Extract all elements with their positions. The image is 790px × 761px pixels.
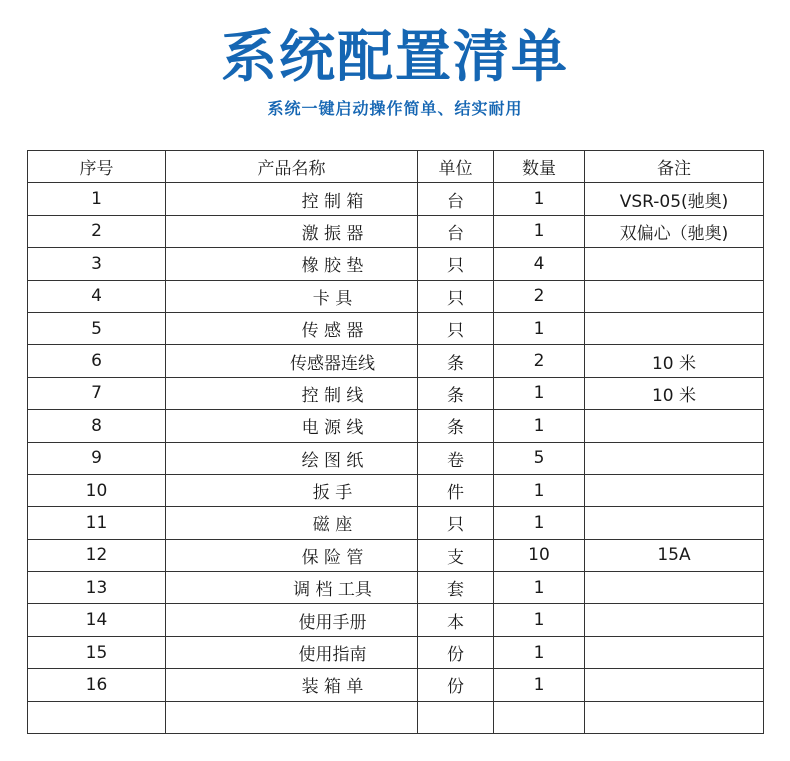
cell-product-name: 使用手册: [166, 604, 418, 636]
header-note: 备注: [585, 151, 764, 183]
table-header-row: [28, 151, 764, 183]
cell-no: 6: [28, 345, 166, 377]
header-no: 序号: [28, 151, 166, 183]
cell-no: 12: [28, 539, 166, 571]
table-row: [28, 377, 764, 409]
cell-unit: 只: [418, 312, 494, 344]
cell-quantity: 2: [494, 280, 585, 312]
table-row: [28, 442, 764, 474]
cell-product-name: 控 制 线: [166, 377, 418, 409]
table-row: [28, 474, 764, 506]
cell-unit: 套: [418, 572, 494, 604]
cell-no: 10: [28, 474, 166, 506]
cell-no: 2: [28, 215, 166, 247]
table-body: [28, 183, 764, 734]
cell-quantity: 1: [494, 572, 585, 604]
cell-unit: 份: [418, 636, 494, 668]
cell-note: [585, 572, 764, 604]
cell-note: [585, 604, 764, 636]
cell-note: [585, 507, 764, 539]
cell-no: 5: [28, 312, 166, 344]
table-row: [28, 280, 764, 312]
cell-product-name: 装 箱 单: [166, 669, 418, 701]
cell-note: [585, 442, 764, 474]
cell-note: 15A: [585, 539, 764, 571]
cell-no: 13: [28, 572, 166, 604]
cell-quantity: 1: [494, 669, 585, 701]
header-quantity: 数量: [494, 151, 585, 183]
cell-unit: 条: [418, 377, 494, 409]
cell-product-name: 使用指南: [166, 636, 418, 668]
cell-product-name: 橡 胶 垫: [166, 248, 418, 280]
cell-no: 9: [28, 442, 166, 474]
cell-no: 4: [28, 280, 166, 312]
table-row: [28, 572, 764, 604]
cell-unit: 卷: [418, 442, 494, 474]
cell-product-name: [166, 701, 418, 733]
cell-no: 11: [28, 507, 166, 539]
cell-unit: 台: [418, 183, 494, 215]
cell-product-name: 扳 手: [166, 474, 418, 506]
table-row: [28, 539, 764, 571]
table-row: [28, 312, 764, 344]
cell-no: 14: [28, 604, 166, 636]
cell-quantity: 2: [494, 345, 585, 377]
cell-quantity: 1: [494, 312, 585, 344]
table-row: [28, 636, 764, 668]
table-row: [28, 507, 764, 539]
cell-note: [585, 410, 764, 442]
cell-unit: 件: [418, 474, 494, 506]
cell-unit: 条: [418, 345, 494, 377]
cell-quantity: 1: [494, 474, 585, 506]
cell-unit: 支: [418, 539, 494, 571]
cell-no: 7: [28, 377, 166, 409]
cell-note: [585, 312, 764, 344]
cell-product-name: 传感器连线: [166, 345, 418, 377]
cell-unit: 只: [418, 507, 494, 539]
cell-quantity: 1: [494, 183, 585, 215]
cell-note: [585, 636, 764, 668]
cell-product-name: 卡 具: [166, 280, 418, 312]
cell-product-name: 激 振 器: [166, 215, 418, 247]
cell-unit: 本: [418, 604, 494, 636]
cell-no: 16: [28, 669, 166, 701]
page-title: 系统配置清单: [221, 25, 569, 90]
cell-quantity: 5: [494, 442, 585, 474]
cell-product-name: 控 制 箱: [166, 183, 418, 215]
header-unit: 单位: [418, 151, 494, 183]
cell-product-name: 保 险 管: [166, 539, 418, 571]
table-row: [28, 604, 764, 636]
cell-quantity: 1: [494, 636, 585, 668]
cell-note: [585, 280, 764, 312]
cell-unit: 份: [418, 669, 494, 701]
cell-quantity: 1: [494, 377, 585, 409]
table-row: [28, 215, 764, 247]
cell-note: [585, 669, 764, 701]
cell-quantity: 1: [494, 507, 585, 539]
cell-unit: 条: [418, 410, 494, 442]
cell-quantity: 1: [494, 604, 585, 636]
config-table: [27, 150, 764, 734]
cell-note: [585, 474, 764, 506]
cell-note: [585, 248, 764, 280]
cell-product-name: 磁 座: [166, 507, 418, 539]
cell-note: [585, 701, 764, 733]
table-row: [28, 701, 764, 733]
cell-note: 10 米: [585, 377, 764, 409]
cell-quantity: 1: [494, 410, 585, 442]
cell-note: 10 米: [585, 345, 764, 377]
page-subtitle: 系统一键启动操作简单、结实耐用: [267, 99, 523, 118]
header-product-name: 产品名称: [166, 151, 418, 183]
cell-unit: 只: [418, 280, 494, 312]
cell-note: 双偏心（驰奥): [585, 215, 764, 247]
cell-no: 3: [28, 248, 166, 280]
cell-note: VSR-05(驰奥): [585, 183, 764, 215]
cell-unit: [418, 701, 494, 733]
cell-unit: 只: [418, 248, 494, 280]
cell-product-name: 调 档 工具: [166, 572, 418, 604]
cell-no: 15: [28, 636, 166, 668]
table-row: [28, 248, 764, 280]
cell-no: [28, 701, 166, 733]
cell-unit: 台: [418, 215, 494, 247]
table-row: [28, 183, 764, 215]
table-row: [28, 669, 764, 701]
cell-quantity: [494, 701, 585, 733]
cell-quantity: 1: [494, 215, 585, 247]
cell-product-name: 传 感 器: [166, 312, 418, 344]
table-row: [28, 410, 764, 442]
cell-quantity: 10: [494, 539, 585, 571]
cell-quantity: 4: [494, 248, 585, 280]
cell-product-name: 电 源 线: [166, 410, 418, 442]
cell-no: 8: [28, 410, 166, 442]
cell-no: 1: [28, 183, 166, 215]
cell-product-name: 绘 图 纸: [166, 442, 418, 474]
table-row: [28, 345, 764, 377]
